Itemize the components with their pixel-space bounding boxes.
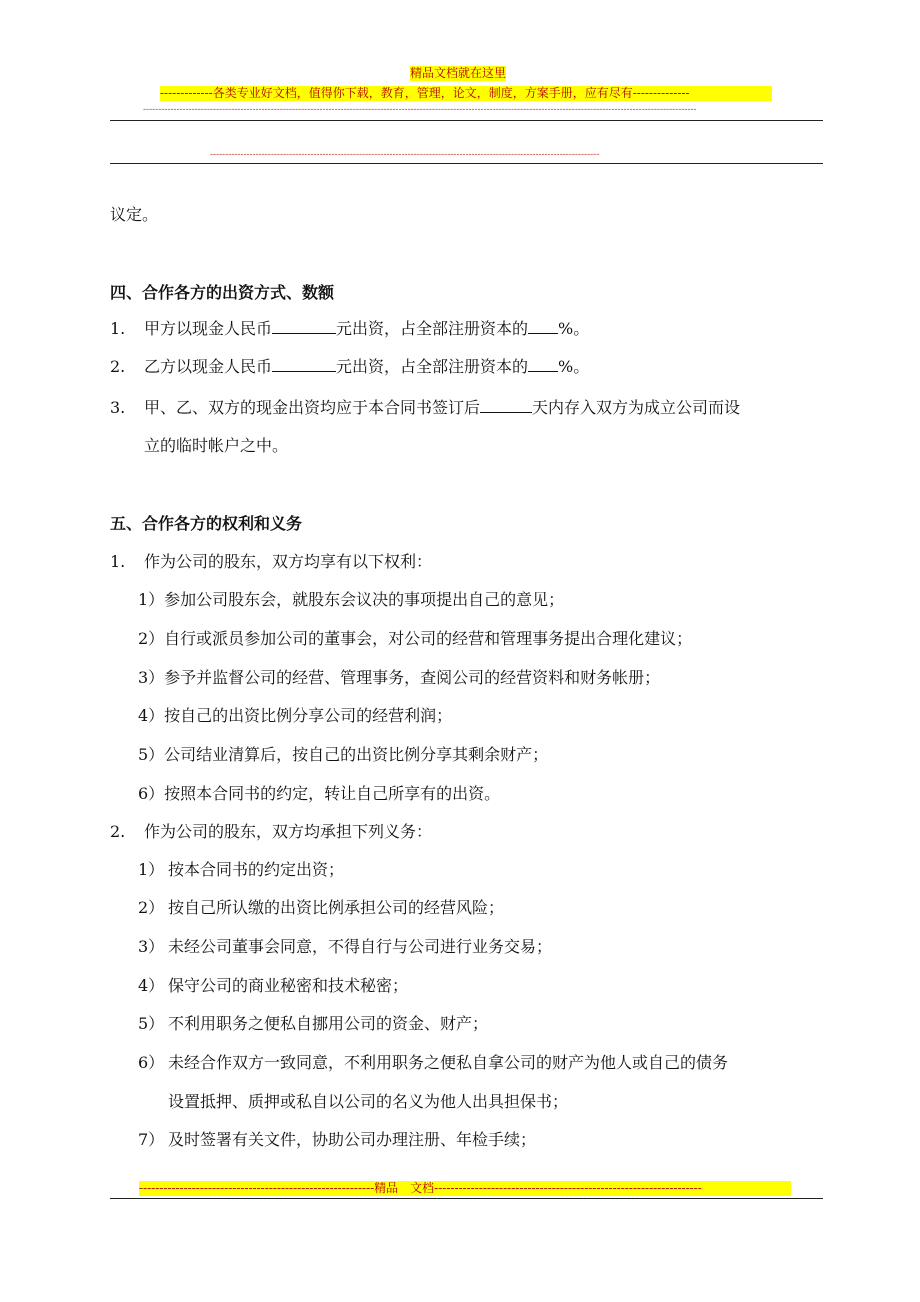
contribution-item-3-cont: 立的临时帐户之中。: [144, 436, 289, 455]
header-rule-bottom: [110, 163, 823, 164]
duty-text: 未经合作双方一致同意，不利用职务之便私自拿公司的财产为他人或自己的债务: [168, 1053, 729, 1072]
item-number: 3.: [110, 398, 126, 417]
duty-text: 按自己所认缴的出资比例承担公司的经营风险；: [168, 898, 505, 917]
right-item: 5）公司结业清算后，按自己的出资比例分享其剩余财产；: [138, 745, 549, 764]
header-dash-line-2: --------------------------------------------------------------------------------------------------------------------------------: [210, 150, 600, 160]
item-text: 元出资，占全部注册资本的: [336, 357, 529, 376]
duty-label: 1）: [138, 860, 165, 879]
amount-blank[interactable]: [272, 357, 336, 372]
duty-text: 按本合同书的约定出资；: [168, 860, 345, 879]
right-item: 3）参予并监督公司的经营、管理事务，查阅公司的经营资料和财务帐册；: [138, 668, 661, 687]
duty-text: 未经公司董事会同意，不得自行与公司进行业务交易；: [168, 937, 553, 956]
item-number: 2.: [110, 822, 126, 841]
duty-label: 4）: [138, 976, 165, 995]
amount-blank[interactable]: [272, 319, 336, 334]
footer-rule: [110, 1198, 823, 1199]
duties-intro: [110, 822, 432, 842]
item-text: 甲、乙、双方的现金出资均应于本合同书签订后: [144, 398, 481, 417]
item-text: 作为公司的股东，双方均承担下列义务：: [144, 822, 433, 841]
right-item: 4）按自己的出资比例分享公司的经营利润；: [138, 706, 453, 725]
footer-banner: ----------------------------------------------------------精品 文档------------------------------------------------------------------: [139, 1181, 791, 1196]
duty-label: 2）: [138, 898, 165, 917]
carry-over-text: 议定。: [110, 205, 159, 224]
item-text: 作为公司的股东，双方均享有以下权利：: [144, 552, 433, 571]
right-item: 6）按照本合同书的约定，转让自己所享有的出资。: [138, 784, 501, 803]
duty-text: 及时签署有关文件，协助公司办理注册、年检手续；: [168, 1130, 537, 1149]
rights-intro: [110, 552, 432, 572]
item-text: %。: [558, 319, 590, 338]
right-item: 2）自行或派员参加公司的董事会，对公司的经营和管理事务提出合理化建议；: [138, 629, 693, 648]
duty-label: 3）: [138, 937, 165, 956]
percent-blank[interactable]: [528, 357, 558, 372]
contribution-item-2: [110, 357, 589, 377]
header-title: 精品文档就在这里: [410, 66, 507, 80]
duty-item: [138, 1130, 536, 1150]
right-item: 1）参加公司股东会，就股东会议决的事项提出自己的意见；: [138, 590, 565, 609]
days-blank[interactable]: [480, 398, 532, 413]
duty-item-cont: 设置抵押、质押或私自以公司的名义为他人出具担保书；: [168, 1092, 569, 1111]
item-text: 元出资，占全部注册资本的: [336, 319, 529, 338]
item-number: 1.: [110, 552, 126, 571]
item-text: 乙方以现金人民币: [144, 357, 273, 376]
duty-item: [138, 976, 408, 996]
section-4-heading: 四、合作各方的出资方式、数额: [110, 283, 335, 302]
duty-item: [138, 1053, 728, 1073]
contribution-item-1: [110, 319, 589, 339]
duty-item: [138, 1014, 488, 1034]
duty-label: 6）: [138, 1053, 165, 1072]
item-text: 天内存入双方为成立公司而设: [532, 398, 741, 417]
item-number: 2.: [110, 357, 126, 376]
item-text: %。: [558, 357, 590, 376]
percent-blank[interactable]: [528, 319, 558, 334]
duty-item: [138, 860, 344, 880]
header-dash-line: --------------------------------------------------------------------------------------------------------------------------------------------------------------------------------------: [143, 105, 697, 115]
duty-label: 5）: [138, 1014, 165, 1033]
duty-label: 7）: [138, 1130, 165, 1149]
contribution-item-3: [110, 398, 740, 418]
item-number: 1.: [110, 319, 126, 338]
duty-text: 保守公司的商业秘密和技术秘密；: [168, 976, 409, 995]
header-rule-top: [110, 120, 823, 121]
duty-item: [138, 937, 552, 957]
header-tagline: -------------各类专业好文档，值得你下载，教育，管理，论文，制度，方案手册，应有尽有--------------: [160, 86, 772, 101]
duty-text: 不利用职务之便私自挪用公司的资金、财产；: [168, 1014, 489, 1033]
duty-item: [138, 898, 504, 918]
section-5-heading: 五、合作各方的权利和义务: [110, 514, 303, 533]
item-text: 甲方以现金人民币: [144, 319, 273, 338]
